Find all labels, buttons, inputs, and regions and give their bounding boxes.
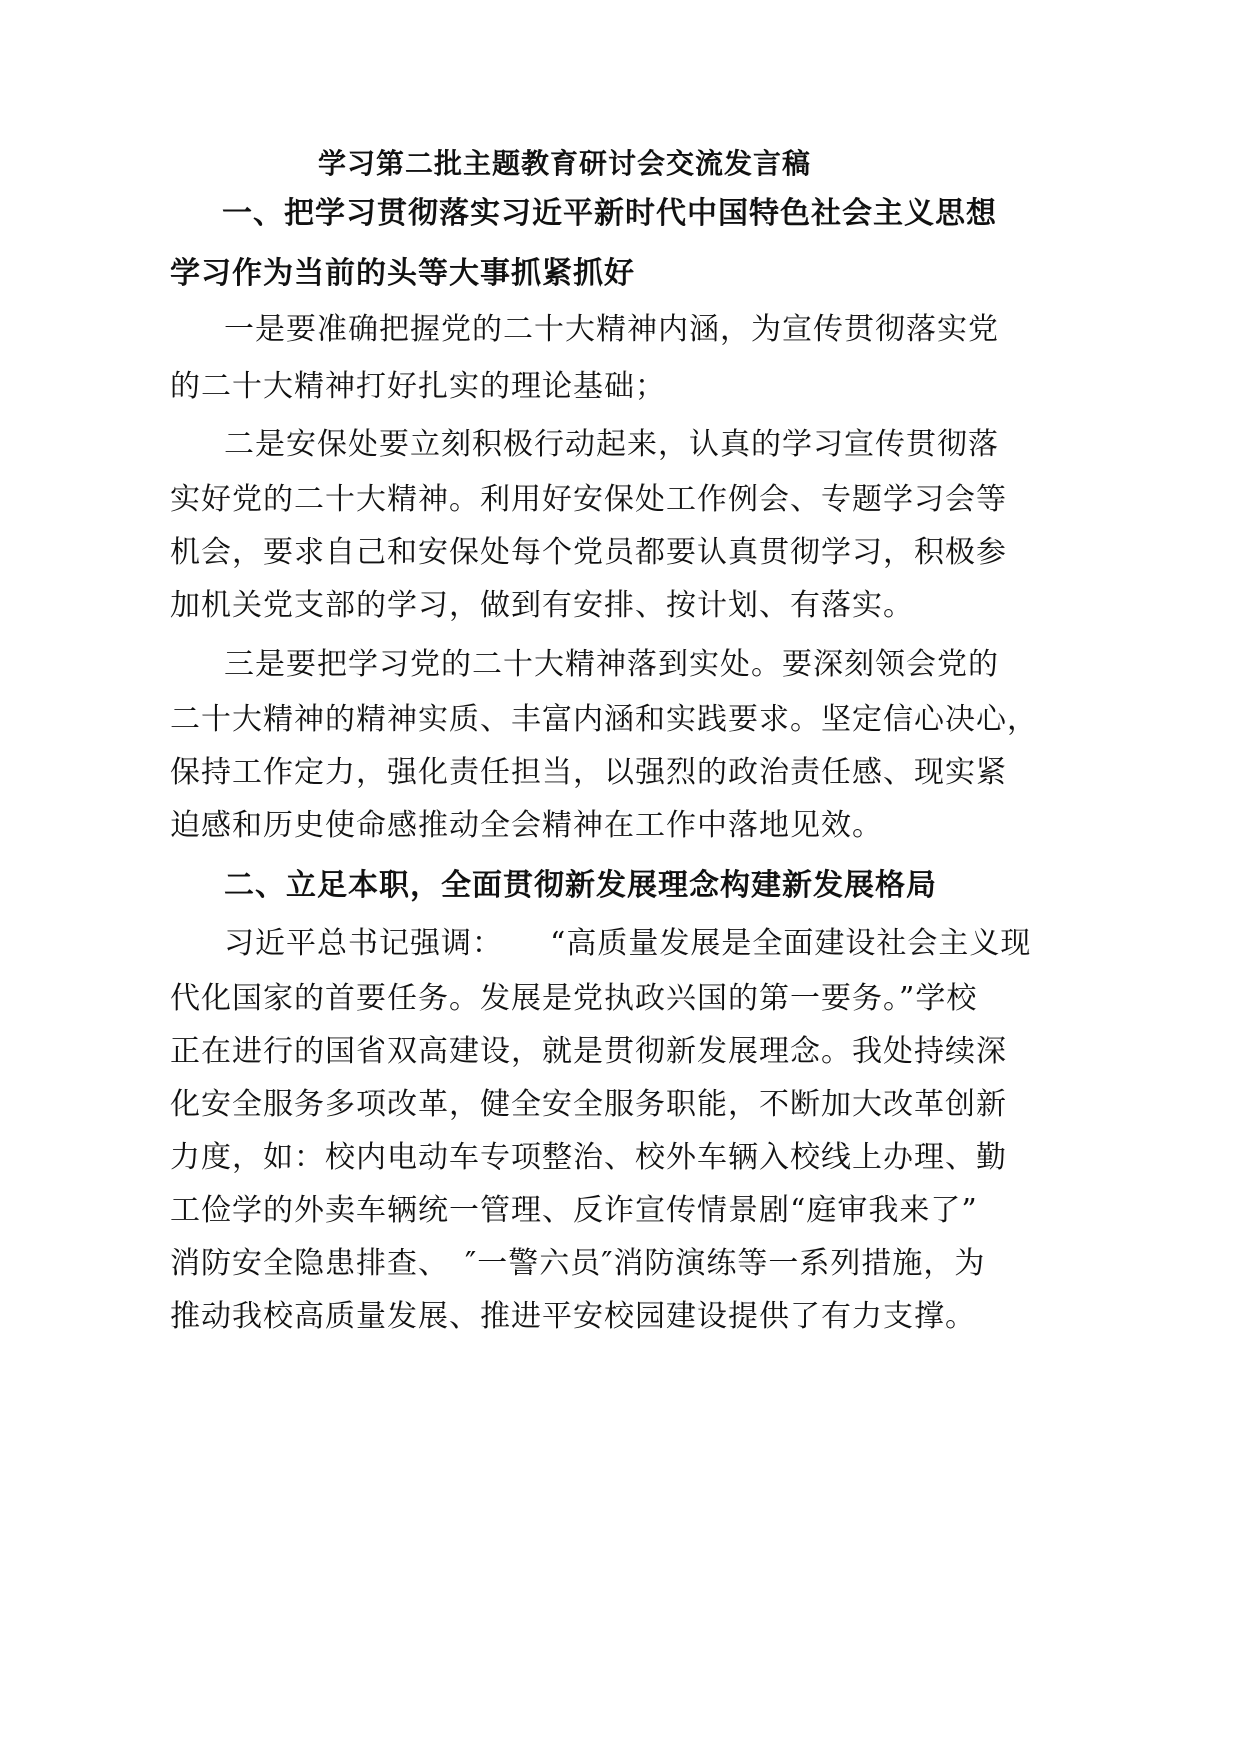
paragraph-3-line-3: 保持工作定力，强化责任担当，以强烈的政治责任感、现实紧: [170, 755, 1007, 790]
paragraph-2-line-3: 机会，要求自己和安保处每个党员都要认真贯彻学习，积极参: [170, 535, 1007, 570]
paragraph-4-line-2: 代化国家的首要任务。发展是党执政兴国的第一要务。”学校: [170, 981, 978, 1016]
paragraph-2-line-4: 加机关党支部的学习，做到有安排、按计划、有落实。: [170, 588, 914, 623]
paragraph-3-line-2: 二十大精神的精神实质、丰富内涵和实践要求。坚定信心决心，: [170, 702, 1038, 737]
paragraph-3-line-4: 迫感和历史使命感推动全会精神在工作中落地见效。: [170, 808, 883, 843]
paragraph-2-line-2: 实好党的二十大精神。利用好安保处工作例会、专题学习会等: [170, 482, 1007, 517]
paragraph-2-line-1: 二是安保处要立刻积极行动起来，认真的学习宣传贯彻落: [224, 427, 999, 462]
paragraph-4-line-6: 工俭学的外卖车辆统一管理、反诈宣传情景剧“庭审我来了”: [170, 1193, 978, 1228]
paragraph-4-line-3: 正在进行的国省双高建设，就是贯彻新发展理念。我处持续深: [170, 1034, 1007, 1069]
section-2-heading: 二、立足本职，全面贯彻新发展理念构建新发展格局: [224, 868, 937, 903]
section-1-heading-line-1: 一、把学习贯彻落实习近平新时代中国特色社会主义思想: [222, 196, 997, 231]
section-1-heading-line-2: 学习作为当前的头等大事抓紧抓好: [170, 256, 635, 291]
paragraph-4-line-5: 力度，如：校内电动车专项整治、校外车辆入校线上办理、勤: [170, 1140, 1007, 1175]
paragraph-1-line-2: 的二十大精神打好扎实的理论基础；: [170, 369, 666, 404]
paragraph-4-line-1: 习近平总书记强调： “高质量发展是全面建设社会主义现: [224, 926, 1032, 961]
paragraph-4-line-4: 化安全服务多项改革，健全安全服务职能，不断加大改革创新: [170, 1087, 1007, 1122]
document-title: 学习第二批主题教育研讨会交流发言稿: [318, 147, 812, 180]
paragraph-3-line-1: 三是要把学习党的二十大精神落到实处。要深刻领会党的: [224, 647, 999, 682]
paragraph-4-line-7: 消防安全隐患排查、 ″一警六员″消防演练等一系列措施，为: [170, 1246, 986, 1281]
paragraph-4-line-8: 推动我校高质量发展、推进平安校园建设提供了有力支撑。: [170, 1299, 976, 1334]
paragraph-1-line-1: 一是要准确把握党的二十大精神内涵，为宣传贯彻落实党: [224, 312, 999, 347]
